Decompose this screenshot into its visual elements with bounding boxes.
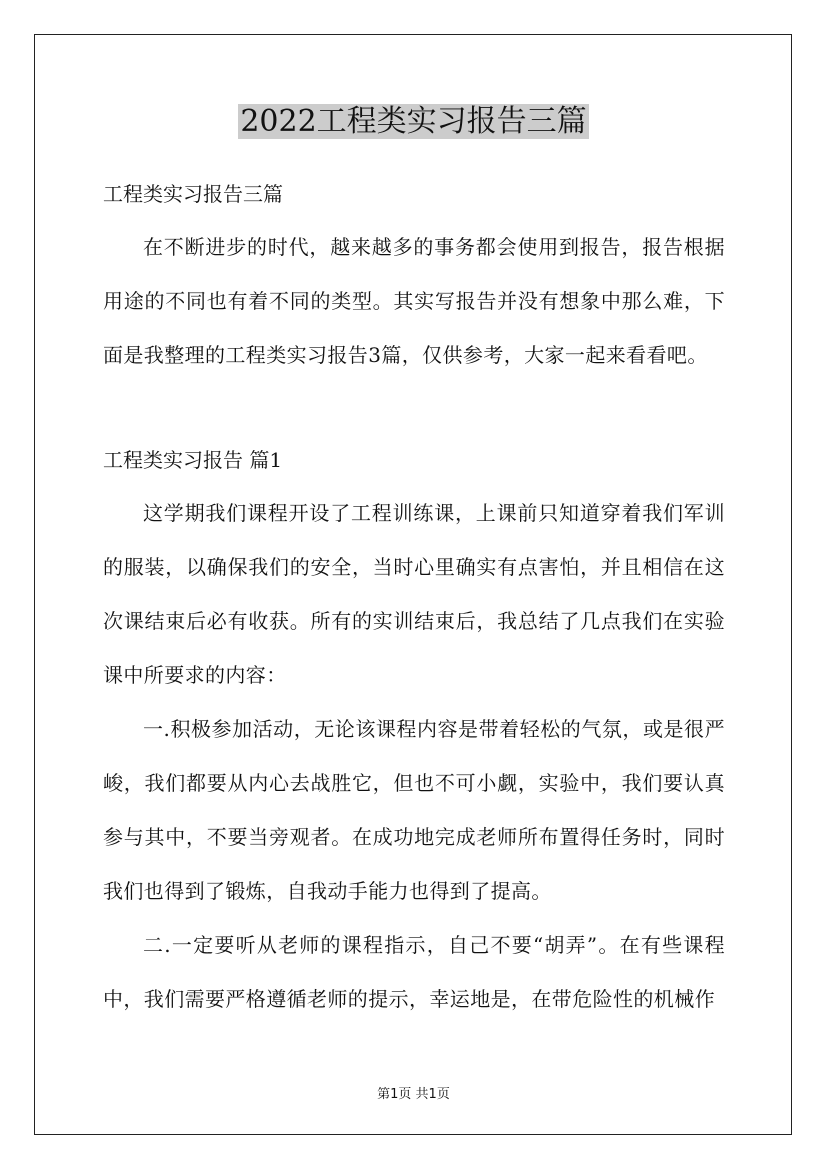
document-title <box>0 100 827 144</box>
body-paragraph: 一.积极参加活动，无论该课程内容是带着轻松的气氛，或是很严峻，我们都要从内心去战胜它，但也不可小觑，实验中，我们要认真参与其中，不要当旁观者。在成功地完成老师所布置得任务时，同时我们也得到了锻炼，自我动手能力也得到了提高。 <box>103 717 725 903</box>
intro-paragraph: 在不断进步的时代，越来越多的事务都会使用到报告，报告根据用途的不同也有着不同的类型。其实写报告并没有想象中那么难，下面是我整理的工程类实习报告3篇，仅供参考，大家一起来看看吧。 <box>103 235 725 367</box>
section-spacer <box>103 382 725 434</box>
document-subtitle: 工程类实习报告三篇 <box>103 182 283 206</box>
body-paragraph: 这学期我们课程开设了工程训练课，上课前只知道穿着我们军训的服装，以确保我们的安全，当时心里确实有点害怕，并且相信在这次课结束后必有收获。所有的实训结束后，我总结了几点我们在实验课中所要求的内容： <box>103 501 725 687</box>
document-body <box>103 168 725 1026</box>
page-footer <box>0 1083 827 1102</box>
document-title-text: 2022工程类实习报告三篇 <box>240 104 587 139</box>
section-heading: 工程类实习报告 篇1 <box>103 448 283 472</box>
page-number: 第1页 共1页 <box>377 1087 450 1102</box>
body-paragraph: 二.一定要听从老师的课程指示，自己不要“胡弄”。在有些课程中，我们需要严格遵循老师的提示，幸运地是，在带危险性的机械作 <box>103 933 725 1011</box>
